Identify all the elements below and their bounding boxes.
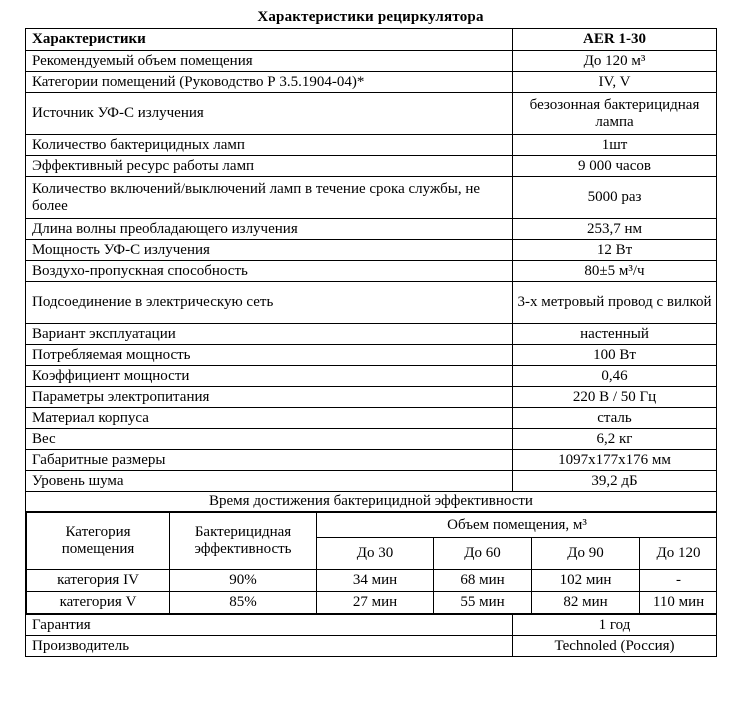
table-row (26, 429, 717, 450)
table-row (26, 72, 717, 93)
spec-label: Количество включений/выключений ламп в течение срока службы, не более (26, 177, 513, 219)
spec-value: безозонная бактерицидная лампа (513, 93, 717, 135)
spec-label: Подсоединение в электрическую сеть (26, 282, 513, 324)
row-efficiency: 85% (170, 592, 317, 614)
row-time: 55 мин (434, 592, 532, 614)
table-row (26, 366, 717, 387)
spec-label: Коэффициент мощности (26, 366, 513, 387)
efficiency-table (26, 512, 717, 614)
col-volume: Объем помещения, м³ (317, 513, 717, 538)
row-time: 68 мин (434, 570, 532, 592)
footer-label: Гарантия (26, 615, 513, 636)
spec-label: Длина волны преобладающего излучения (26, 219, 513, 240)
efficiency-title-row (26, 492, 717, 512)
row-time: 34 мин (317, 570, 434, 592)
spec-value: 39,2 дБ (513, 471, 717, 492)
row-category: категория V (27, 592, 170, 614)
spec-label: Мощность УФ-С излучения (26, 240, 513, 261)
row-time: - (640, 570, 717, 592)
header-label: Характеристики (26, 29, 513, 51)
spec-value: 3-х метровый провод с вилкой (513, 282, 717, 324)
table-row (26, 615, 717, 636)
footer-value: Technoled (Россия) (513, 636, 717, 657)
spec-value: 9 000 часов (513, 156, 717, 177)
spec-value: IV, V (513, 72, 717, 93)
row-efficiency: 90% (170, 570, 317, 592)
table-row (26, 387, 717, 408)
spec-label: Категории помещений (Руководство Р 3.5.1904-04)* (26, 72, 513, 93)
spec-value: 0,46 (513, 366, 717, 387)
spec-value: 5000 раз (513, 177, 717, 219)
row-time: 110 мин (640, 592, 717, 614)
spec-label: Количество бактерицидных ламп (26, 135, 513, 156)
spec-value: 253,7 нм (513, 219, 717, 240)
table-row (26, 261, 717, 282)
table-row (26, 240, 717, 261)
table-row (27, 592, 717, 614)
spec-label: Рекомендуемый объем помещения (26, 51, 513, 72)
table-row (26, 219, 717, 240)
efficiency-section (26, 512, 717, 615)
volume-header: До 90 (532, 538, 640, 570)
spec-value: 100 Вт (513, 345, 717, 366)
table-row (26, 636, 717, 657)
col-efficiency: Бактерицидная эффективность (170, 513, 317, 570)
spec-value: 220 В / 50 Гц (513, 387, 717, 408)
table-row (26, 324, 717, 345)
table-row (26, 156, 717, 177)
col-category: Категория помещения (27, 513, 170, 570)
table-row (26, 177, 717, 219)
spec-label: Источник УФ-С излучения (26, 93, 513, 135)
volume-header: До 60 (434, 538, 532, 570)
efficiency-title: Время достижения бактерицидной эффективности (26, 492, 717, 512)
header-model: AER 1-30 (513, 29, 717, 51)
efficiency-header-row (27, 513, 717, 538)
spec-value: 6,2 кг (513, 429, 717, 450)
spec-value: настенный (513, 324, 717, 345)
spec-label: Эффективный ресурс работы ламп (26, 156, 513, 177)
table-row (26, 450, 717, 471)
row-time: 102 мин (532, 570, 640, 592)
footer-label: Производитель (26, 636, 513, 657)
footer-value: 1 год (513, 615, 717, 636)
row-time: 27 мин (317, 592, 434, 614)
volume-header: До 120 (640, 538, 717, 570)
spec-value: сталь (513, 408, 717, 429)
table-row (26, 51, 717, 72)
table-row (26, 471, 717, 492)
spec-label: Вес (26, 429, 513, 450)
page-title: Характеристики рециркулятора (257, 9, 484, 25)
spec-value: 12 Вт (513, 240, 717, 261)
row-category: категория IV (27, 570, 170, 592)
specs-table (25, 28, 717, 657)
spec-value: 1097x177x176 мм (513, 450, 717, 471)
table-row (26, 93, 717, 135)
table-header-row (26, 29, 717, 51)
table-row (26, 282, 717, 324)
spec-label: Параметры электропитания (26, 387, 513, 408)
volume-header: До 30 (317, 538, 434, 570)
table-row (27, 570, 717, 592)
spec-label: Воздухо-пропускная способность (26, 261, 513, 282)
efficiency-cell (26, 512, 717, 615)
spec-label: Габаритные размеры (26, 450, 513, 471)
spec-label: Вариант эксплуатации (26, 324, 513, 345)
spec-value: До 120 м³ (513, 51, 717, 72)
table-row (26, 408, 717, 429)
spec-value: 1шт (513, 135, 717, 156)
spec-label: Уровень шума (26, 471, 513, 492)
spec-value: 80±5 м³/ч (513, 261, 717, 282)
spec-label: Материал корпуса (26, 408, 513, 429)
table-row (26, 135, 717, 156)
table-row (26, 345, 717, 366)
row-time: 82 мин (532, 592, 640, 614)
spec-label: Потребляемая мощность (26, 345, 513, 366)
